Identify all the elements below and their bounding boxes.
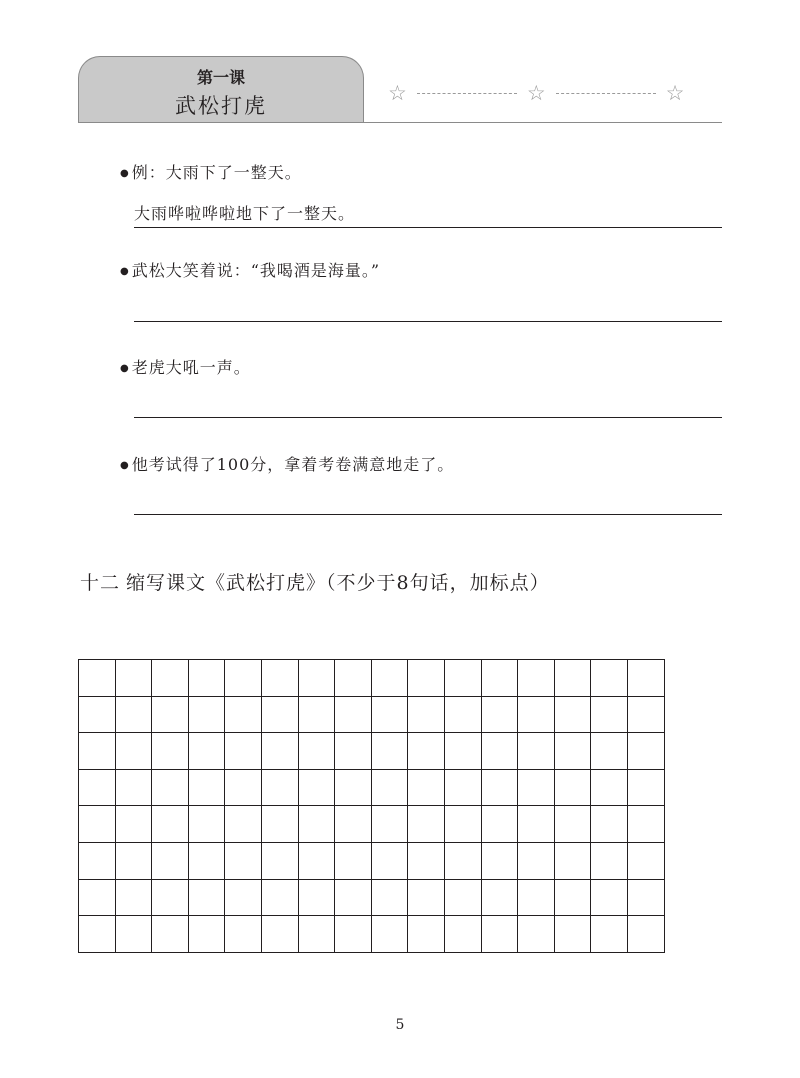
- bullet-icon: ●: [120, 168, 130, 179]
- grid-cell[interactable]: [335, 916, 372, 953]
- grid-cell[interactable]: [152, 769, 189, 806]
- grid-cell[interactable]: [79, 733, 116, 770]
- grid-cell[interactable]: [627, 733, 664, 770]
- grid-cell[interactable]: [627, 879, 664, 916]
- grid-cell[interactable]: [225, 879, 262, 916]
- grid-cell[interactable]: [298, 806, 335, 843]
- grid-cell[interactable]: [518, 879, 555, 916]
- grid-cell[interactable]: [627, 842, 664, 879]
- grid-cell[interactable]: [79, 916, 116, 953]
- grid-cell[interactable]: [371, 769, 408, 806]
- grid-cell[interactable]: [188, 916, 225, 953]
- grid-cell[interactable]: [298, 842, 335, 879]
- grid-cell[interactable]: [408, 769, 445, 806]
- grid-cell[interactable]: [408, 916, 445, 953]
- bullet-icon: ●: [120, 266, 130, 277]
- grid-cell[interactable]: [79, 842, 116, 879]
- star-outline-icon: ☆: [526, 80, 546, 105]
- grid-cell[interactable]: [115, 660, 152, 697]
- grid-cell[interactable]: [408, 879, 445, 916]
- grid-row: [79, 733, 665, 770]
- grid-cell[interactable]: [518, 769, 555, 806]
- grid-cell[interactable]: [371, 879, 408, 916]
- grid-cell[interactable]: [444, 916, 481, 953]
- section-instruction: 缩写课文《武松打虎》（不少于8句话，加标点）: [126, 572, 550, 594]
- grid-row: [79, 842, 665, 879]
- grid-cell[interactable]: [408, 806, 445, 843]
- grid-cell[interactable]: [481, 879, 518, 916]
- grid-cell[interactable]: [518, 842, 555, 879]
- grid-cell[interactable]: [335, 879, 372, 916]
- grid-cell[interactable]: [225, 696, 262, 733]
- grid-row: [79, 879, 665, 916]
- grid-cell[interactable]: [371, 842, 408, 879]
- grid-cell[interactable]: [371, 660, 408, 697]
- grid-cell[interactable]: [261, 842, 298, 879]
- grid-cell[interactable]: [554, 842, 591, 879]
- section-heading: [80, 568, 550, 595]
- grid-cell[interactable]: [261, 769, 298, 806]
- exercise-item-1: ● 武松大笑着说：“我喝酒是海量。”: [120, 261, 381, 280]
- grid-cell[interactable]: [444, 879, 481, 916]
- grid-cell[interactable]: [518, 806, 555, 843]
- grid-cell[interactable]: [518, 733, 555, 770]
- grid-cell[interactable]: [371, 733, 408, 770]
- grid-cell[interactable]: [152, 660, 189, 697]
- grid-cell[interactable]: [188, 769, 225, 806]
- grid-cell[interactable]: [225, 806, 262, 843]
- grid-cell[interactable]: [481, 660, 518, 697]
- grid-cell[interactable]: [335, 733, 372, 770]
- grid-cell[interactable]: [188, 696, 225, 733]
- star-outline-icon: ☆: [665, 80, 685, 105]
- grid-cell[interactable]: [371, 916, 408, 953]
- grid-cell[interactable]: [115, 879, 152, 916]
- grid-cell[interactable]: [371, 806, 408, 843]
- grid-cell[interactable]: [79, 806, 116, 843]
- grid-cell[interactable]: [298, 879, 335, 916]
- grid-cell[interactable]: [481, 769, 518, 806]
- grid-cell[interactable]: [591, 842, 628, 879]
- grid-cell[interactable]: [444, 733, 481, 770]
- grid-cell[interactable]: [188, 842, 225, 879]
- grid-cell[interactable]: [188, 806, 225, 843]
- grid-cell[interactable]: [518, 696, 555, 733]
- grid-cell[interactable]: [408, 660, 445, 697]
- grid-row: [79, 696, 665, 733]
- grid-cell[interactable]: [408, 842, 445, 879]
- bullet-icon: ●: [120, 460, 130, 471]
- header-divider: [78, 122, 722, 123]
- grid-cell[interactable]: [188, 660, 225, 697]
- grid-cell[interactable]: [591, 696, 628, 733]
- grid-cell[interactable]: [152, 733, 189, 770]
- grid-cell[interactable]: [261, 696, 298, 733]
- grid-cell[interactable]: [152, 696, 189, 733]
- grid-cell[interactable]: [298, 769, 335, 806]
- grid-cell[interactable]: [79, 769, 116, 806]
- lesson-number: 第一课: [196, 68, 245, 87]
- grid-row: [79, 806, 665, 843]
- bullet-icon: ●: [120, 363, 130, 374]
- grid-cell[interactable]: [408, 733, 445, 770]
- grid-cell[interactable]: [481, 696, 518, 733]
- grid-cell[interactable]: [591, 660, 628, 697]
- grid-cell[interactable]: [115, 842, 152, 879]
- grid-cell[interactable]: [115, 806, 152, 843]
- grid-cell[interactable]: [554, 733, 591, 770]
- grid-cell[interactable]: [335, 806, 372, 843]
- grid-cell[interactable]: [627, 806, 664, 843]
- grid-cell[interactable]: [408, 696, 445, 733]
- grid-row: [79, 916, 665, 953]
- grid-cell[interactable]: [444, 769, 481, 806]
- exercise-item-3: ● 他考试得了100分，拿着考卷满意地走了。: [120, 455, 455, 474]
- grid-cell[interactable]: [591, 806, 628, 843]
- grid-cell[interactable]: [225, 769, 262, 806]
- grid-cell[interactable]: [481, 733, 518, 770]
- grid-cell[interactable]: [444, 806, 481, 843]
- answer-line-1[interactable]: [134, 321, 722, 322]
- answer-line-2[interactable]: [134, 417, 722, 418]
- grid-cell[interactable]: [591, 733, 628, 770]
- grid-cell[interactable]: [481, 842, 518, 879]
- grid-cell[interactable]: [261, 733, 298, 770]
- example-answer: 大雨哗啦哗啦地下了一整天。: [134, 204, 356, 223]
- grid-cell[interactable]: [444, 696, 481, 733]
- grid-row: [79, 660, 665, 697]
- grid-cell[interactable]: [627, 660, 664, 697]
- section-number: 十二: [80, 572, 121, 594]
- grid-cell[interactable]: [554, 806, 591, 843]
- grid-cell[interactable]: [152, 916, 189, 953]
- grid-cell[interactable]: [152, 806, 189, 843]
- grid-cell[interactable]: [335, 769, 372, 806]
- grid-cell[interactable]: [554, 660, 591, 697]
- grid-cell[interactable]: [261, 916, 298, 953]
- star-outline-icon: ☆: [388, 80, 407, 105]
- grid-cell[interactable]: [298, 696, 335, 733]
- page-number: 5: [395, 1017, 405, 1033]
- grid-cell[interactable]: [261, 806, 298, 843]
- grid-cell[interactable]: [481, 806, 518, 843]
- grid-cell[interactable]: [225, 660, 262, 697]
- dashed-divider: [417, 93, 517, 94]
- grid-cell[interactable]: [481, 916, 518, 953]
- grid-cell[interactable]: [79, 696, 116, 733]
- grid-cell[interactable]: [335, 696, 372, 733]
- answer-line-3[interactable]: [134, 514, 722, 515]
- grid-cell[interactable]: [225, 842, 262, 879]
- grid-cell[interactable]: [627, 696, 664, 733]
- grid-cell[interactable]: [261, 879, 298, 916]
- grid-cell[interactable]: [444, 660, 481, 697]
- lesson-header-tab: [78, 56, 364, 123]
- grid-cell[interactable]: [115, 696, 152, 733]
- grid-cell[interactable]: [188, 879, 225, 916]
- grid-cell[interactable]: [115, 769, 152, 806]
- grid-cell[interactable]: [518, 916, 555, 953]
- grid-cell[interactable]: [627, 916, 664, 953]
- grid-cell[interactable]: [79, 879, 116, 916]
- grid-cell[interactable]: [554, 769, 591, 806]
- grid-cell[interactable]: [591, 769, 628, 806]
- lesson-title: 武松打虎: [175, 94, 267, 118]
- grid-cell[interactable]: [298, 916, 335, 953]
- grid-cell[interactable]: [554, 696, 591, 733]
- answer-line-example: [134, 227, 722, 228]
- grid-cell[interactable]: [627, 769, 664, 806]
- exercise-item-2: ● 老虎大吼一声。: [120, 358, 251, 377]
- grid-cell[interactable]: [591, 916, 628, 953]
- grid-cell[interactable]: [152, 842, 189, 879]
- grid-cell[interactable]: [444, 842, 481, 879]
- grid-cell[interactable]: [152, 879, 189, 916]
- grid-cell[interactable]: [518, 660, 555, 697]
- grid-cell[interactable]: [554, 879, 591, 916]
- grid-cell[interactable]: [188, 733, 225, 770]
- dashed-divider: [556, 93, 656, 94]
- grid-cell[interactable]: [225, 916, 262, 953]
- grid-cell[interactable]: [261, 660, 298, 697]
- grid-cell[interactable]: [335, 842, 372, 879]
- grid-cell[interactable]: [371, 696, 408, 733]
- grid-cell[interactable]: [225, 733, 262, 770]
- writing-grid: [78, 659, 665, 953]
- grid-cell[interactable]: [115, 733, 152, 770]
- grid-cell[interactable]: [115, 916, 152, 953]
- grid-cell[interactable]: [79, 660, 116, 697]
- grid-cell[interactable]: [298, 733, 335, 770]
- grid-cell[interactable]: [591, 879, 628, 916]
- example-prompt: ● 例：大雨下了一整天。: [120, 163, 302, 182]
- grid-cell[interactable]: [335, 660, 372, 697]
- grid-cell[interactable]: [554, 916, 591, 953]
- grid-row: [79, 769, 665, 806]
- decorative-star-row: [388, 80, 684, 106]
- grid-cell[interactable]: [298, 660, 335, 697]
